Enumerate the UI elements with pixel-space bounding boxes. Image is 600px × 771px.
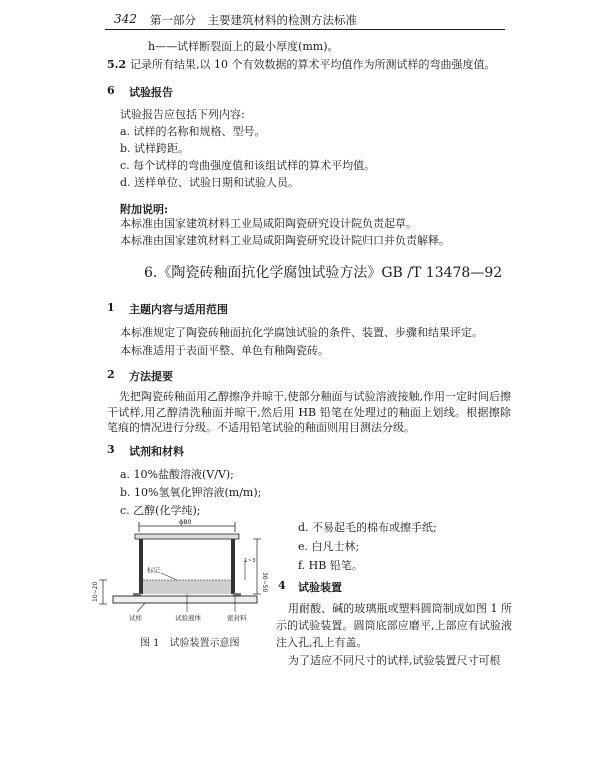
dim-height-label: 30~50 xyxy=(261,572,268,593)
reagent-item: b. 10%氢氧化钾溶液(m/m); xyxy=(120,486,262,499)
reagent-item: d. 不易起毛的棉布或擦手纸; xyxy=(298,521,437,534)
section-2-title: 方法提要 xyxy=(129,370,173,383)
item-5-2-number: 5.2 xyxy=(107,58,127,71)
section-4-number: 4 xyxy=(278,579,286,592)
section-4-paragraph: 用耐酸、碱的玻璃瓶或塑料圆筒制成如图 1 所示的试验装置。圆筒底部应磨平,上部应有试验液注入孔,孔上有盖。 xyxy=(276,602,512,649)
running-header-title: 第一部分 主要建筑材料的检测方法标准 xyxy=(150,13,357,27)
dim-gap-label: 1~3 xyxy=(244,558,256,564)
reagent-item: e. 白凡士林; xyxy=(298,540,360,553)
header-rule xyxy=(105,29,505,30)
section-4-title: 试验装置 xyxy=(298,581,342,594)
sealant-label: 密封料 xyxy=(227,614,247,622)
section-1-title: 主题内容与适用范围 xyxy=(129,303,228,316)
note-line: 本标准由国家建筑材料工业局咸阳陶瓷研究设计院负责起草。 xyxy=(120,217,417,230)
section-2-paragraph: 先把陶瓷砖釉面用乙醇擦净并晾干,使部分釉面与试验溶液接触,作用一定时间后擦干试样,用乙醇清洗釉面并晾干,然后用 HB 铅笔在处理过的釉面上划线。根据擦除笔痕的情况进行分级。不适用铅笔试验的釉面则用目测法分级。 xyxy=(107,390,511,434)
section-3-number: 3 xyxy=(107,443,115,456)
dim-left-label: 10~20 xyxy=(92,581,99,602)
section-6-title: 试验报告 xyxy=(129,86,173,99)
report-intro: 试验报告应包括下列内容: xyxy=(120,108,245,121)
figure-1-caption: 图 1 试验装置示意图 xyxy=(140,638,240,649)
note-line: 本标准由国家建筑材料工业局咸阳陶瓷研究设计院归口并负责解释。 xyxy=(120,234,450,247)
item-5-2-text: 记录所有结果,以 10 个有效数据的算术平均值作为所测试样的弯曲强度值。 xyxy=(130,58,496,71)
report-item: a. 试样的名称和规格、型号。 xyxy=(120,125,266,138)
figure-1-apparatus xyxy=(92,518,275,624)
reagent-item: a. 10%盐酸溶液(V/V); xyxy=(120,468,234,481)
section-4-paragraph-continued: 为了适应不同尺寸的试样,试验装置尺寸可根 xyxy=(288,654,501,667)
report-item: b. 试样跨距。 xyxy=(120,142,190,155)
solution-label: 试验液体 xyxy=(175,614,201,622)
reagent-item: c. 乙醇(化学纯); xyxy=(120,504,201,517)
mark-label: 标记 xyxy=(147,566,160,574)
section-6-number: 6 xyxy=(107,84,115,97)
section-1-line: 本标准适用于表面平整、单色有釉陶瓷砖。 xyxy=(120,344,329,357)
reagent-item: f. HB 铅笔。 xyxy=(298,559,363,572)
report-item: d. 送样单位、试验日期和试验人员。 xyxy=(120,176,300,189)
specimen-label: 试样 xyxy=(129,614,142,622)
report-item: c. 每个试样的弯曲强度值和该组试样的算术平均值。 xyxy=(120,159,376,172)
page-number: 342 xyxy=(114,12,137,26)
section-3-title: 试剂和材料 xyxy=(129,445,184,458)
section-1-line: 本标准规定了陶瓷砖釉面抗化学腐蚀试验的条件、装置、步骤和结果评定。 xyxy=(120,326,483,339)
document-title: 6.《陶瓷砖釉面抗化学腐蚀试验方法》GB /T 13478—92 xyxy=(144,265,503,281)
section-2-number: 2 xyxy=(107,368,115,381)
h-definition: h——试样断裂面上的最小厚度(mm)。 xyxy=(148,40,339,53)
notes-title: 附加说明: xyxy=(120,203,169,216)
dim-diameter-label: ϕ80 xyxy=(179,518,192,526)
section-1-number: 1 xyxy=(107,301,115,314)
